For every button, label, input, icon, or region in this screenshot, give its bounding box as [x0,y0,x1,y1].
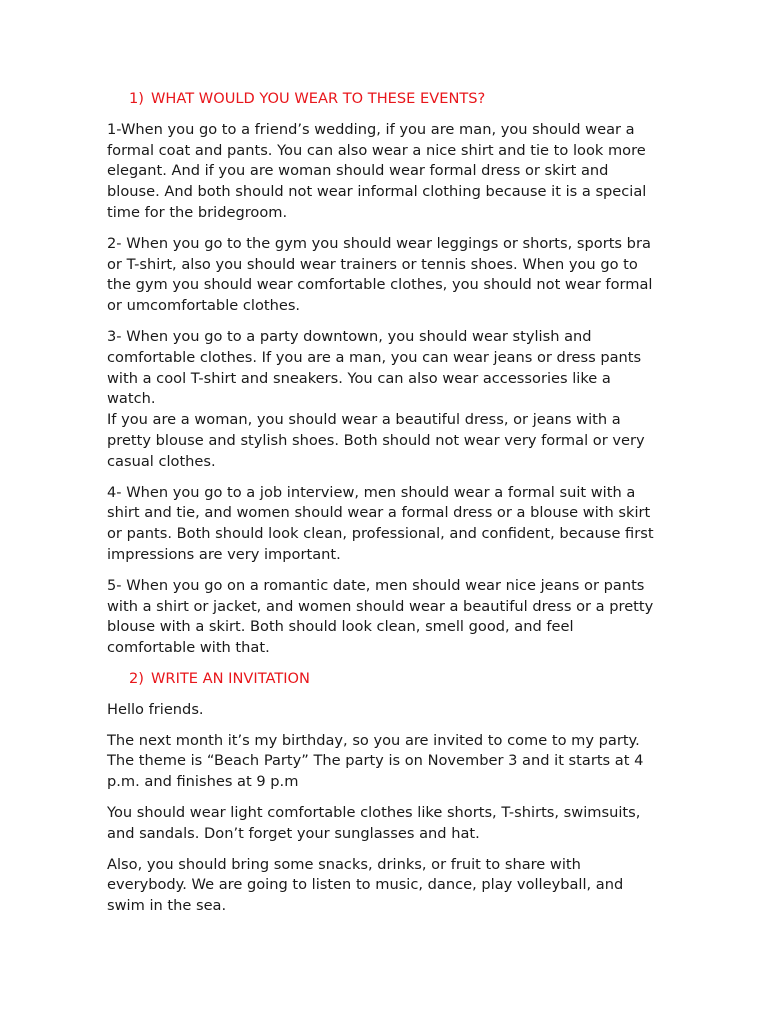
document-body [107,89,663,927]
answer-romantic-date: 5- When you go on a romantic date, men should wear nice jeans or pants with a shirt or jacket, and women should wear a beautiful dress or a pretty blouse with a skirt. Both should look clean, smell good, and feel comfortable with that. [107,576,654,657]
answer-party-downtown: 3- When you go to a party downtown, you should wear stylish and comfortable clothes. If you are a man, you can wear jeans or dress pants with a cool T-shirt and sneakers. You can also wear accessories like a watch. If you are a woman, you should wear a beautiful dress, or jeans with a pretty blouse and stylish shoes. Both should not wear very formal or very casual clothes. [107,327,645,470]
answer-gym: 2- When you go to the gym you should wear leggings or shorts, sports bra or T-shirt, also you should wear trainers or tennis shoes. When you go to the gym you should wear comfortable clothes, you should not wear formal or umcomfortable clothes. [107,234,653,315]
answer-job-interview: 4- When you go to a job interview, men should wear a formal suit with a shirt and tie, and women should wear a formal dress or a blouse with skirt or pants. Both should look clean, professional, and confident, because first impressions are very important. [107,483,654,563]
section-1-heading [107,89,663,110]
section-2-title: WRITE AN INVITATION [151,669,310,687]
section-2-number: 2) [129,669,144,687]
section-1-number: 1) [129,90,144,107]
section-1-title: WHAT WOULD YOU WEAR TO THESE EVENTS? [151,90,486,107]
answer-wedding: 1-When you go to a friend’s wedding, if you are man, you should wear a formal coat and pants. You can also wear a nice shirt and tie to look more elegant. And if you are woman should wear formal dress or skirt and blouse. And both should not wear informal clothing because it is a special time for the bridegroom. [107,120,647,221]
invitation-activities: Also, you should bring some snacks, drinks, or fruit to share with everybody. We are going to listen to music, dance, play volleyball, and swim in the sea. [107,855,624,915]
section-2-heading [107,669,663,690]
invitation-greeting: Hello friends. [107,700,204,718]
invitation-details: The next month it’s my birthday, so you are invited to come to my party. The theme is “Beach Party” The party is on November 3 and it starts at 4 p.m. and finishes at 9 p.m [107,731,644,791]
invitation-dress-code: You should wear light comfortable clothes like shorts, T-shirts, swimsuits, and sandals. Don’t forget your sunglasses and hat. [107,803,641,842]
